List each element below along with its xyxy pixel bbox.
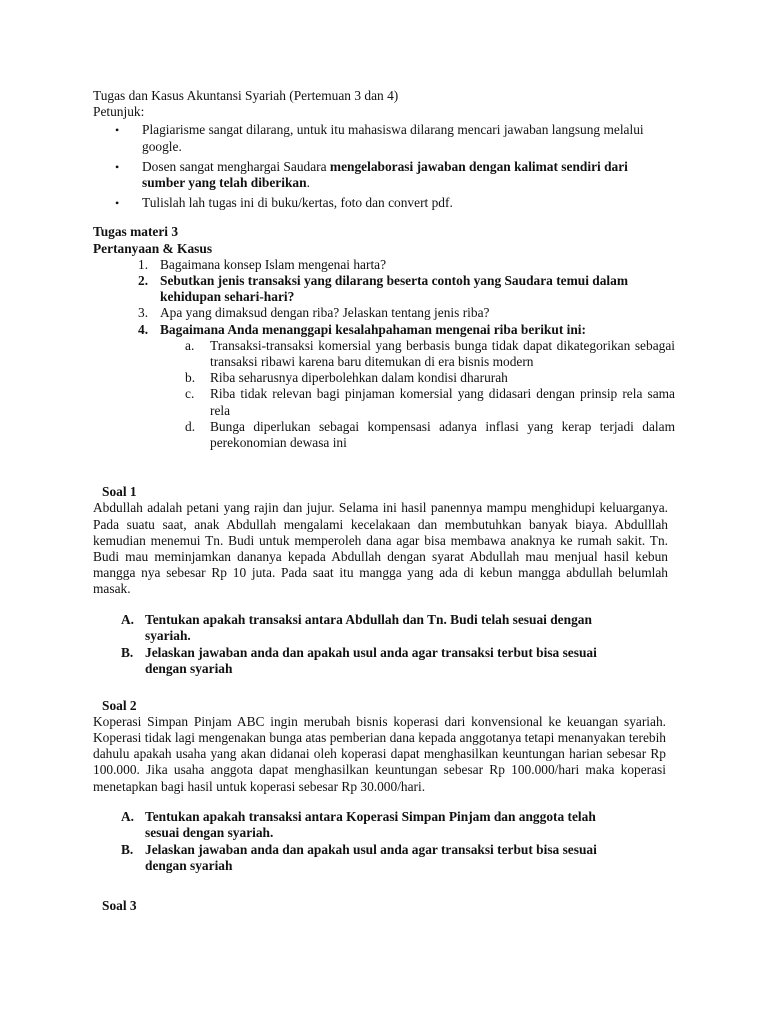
task-text: Jelaskan jawaban anda dan apakah usul anda agar transaksi terbut bisa sesuai dengan syariah — [145, 645, 597, 677]
instruction-list — [93, 122, 678, 211]
question-text: Sebutkan jenis transaksi yang dilarang beserta contoh yang Saudara temui dalam kehidupan sehari-hari? — [160, 273, 628, 305]
soal2-text: Koperasi Simpan Pinjam ABC ingin merubah bisnis koperasi dari konvensional ke keuangan syariah. Koperasi tidak lagi mengenakan bunga atas pemberian dana kepada anggotanya tetapi menanyakan terebih dahulu apakah usaha yang akan didanai oleh koperasi dapat menghasilkan keuntungan harian sebesar Rp 100.000. Jika usaha anggota dapat menghasilkan keuntungan sebesar Rp 100.000/hari maka koperasi menetapkan bagi hasil untuk koperasi sebesar Rp 30.000/hari. — [93, 713, 666, 794]
soal1-text: Abdullah adalah petani yang rajin dan jujur. Selama ini hasil panennya mampu menghidupi keluarganya. Pada suatu saat, anak Abdullah mengalami kecelakaan dan membutuhkan banyak biaya. Abdulllah kemudian menemui Tn. Budi untuk memperoleh dana agar bisa membawa anaknya ke rumah sakit. Tn. Budi mau meminjamkan dananya kepada Abdullah dengan syarat Abdullah mau menjual hasil kebun mangga nya sebesar Rp 10 juta. Pada saat itu mangga yang ada di kebun mangga abdullah belumlah masak. — [93, 500, 668, 597]
task-text: Tentukan apakah transaksi antara Koperasi Simpan Pinjam dan anggota telah sesuai dengan syariah. — [145, 808, 596, 840]
misconception-letter: d. — [185, 418, 196, 434]
misconception-item — [185, 337, 675, 370]
task-letter: B. — [121, 842, 134, 858]
question-item — [138, 321, 675, 452]
task-letter: A. — [121, 808, 135, 824]
materi-title: Tugas materi 3 — [93, 224, 179, 240]
instruction-emphasis: mengelaborasi jawaban dengan kalimat sendiri dari sumber yang telah diberikan — [142, 158, 628, 191]
bullet-icon: • — [115, 196, 120, 211]
question-item — [138, 273, 674, 305]
soal2-task-list — [93, 809, 678, 875]
misconception-text: Riba tidak relevan bagi pinjaman komersial yang didasari dengan prinsip rela sama rela — [210, 386, 675, 418]
misconception-letter: c. — [185, 386, 195, 402]
document-title: Tugas dan Kasus Akuntansi Syariah (Pertemuan 3 dan 4) — [93, 88, 399, 103]
soal1-title: Soal 1 — [102, 484, 137, 500]
soal3-title: Soal 3 — [102, 897, 137, 913]
question-number: 4. — [138, 321, 149, 337]
question-item — [138, 305, 674, 321]
soal1-task — [121, 645, 615, 677]
question-item — [138, 256, 674, 273]
instruction-text: Dosen sangat menghargai Saudara — [142, 158, 330, 174]
misconception-text: Bunga diperlukan sebagai kompensasi adanya inflasi yang kerap terjadi dalam perekonomian dewasa ini — [210, 418, 675, 451]
misconception-text: Riba seharusnya diperbolehkan dalam kondisi dharurah — [210, 370, 508, 386]
materi-subtitle: Pertanyaan & Kasus — [93, 240, 213, 256]
question-list — [93, 257, 678, 451]
task-letter: A. — [121, 611, 135, 627]
instruction-item — [115, 158, 662, 191]
question-number: 3. — [138, 305, 149, 321]
instruction-text: Tulislah lah tugas ini di buku/kertas, foto dan convert pdf. — [142, 195, 453, 211]
soal2-task — [121, 808, 615, 841]
soal1-task — [121, 611, 615, 644]
misconception-letter: b. — [185, 370, 196, 386]
soal1-task-list — [93, 612, 678, 678]
task-text: Jelaskan jawaban anda dan apakah usul anda agar transaksi terbut bisa sesuai dengan syariah — [145, 842, 597, 874]
misconception-list — [160, 338, 674, 451]
misconception-item — [185, 418, 675, 451]
bullet-icon: • — [115, 123, 120, 138]
document-body — [93, 88, 678, 914]
question-number: 2. — [138, 273, 149, 289]
instruction-item — [115, 195, 662, 211]
question-text: Bagaimana konsep Islam mengenai harta? — [160, 256, 387, 272]
soal2-task — [121, 842, 615, 874]
question-number: 1. — [138, 256, 149, 272]
misconception-letter: a. — [185, 337, 195, 353]
question-text: Bagaimana Anda menanggapi kesalahpahaman mengenai riba berikut ini: — [160, 321, 586, 337]
soal2-title: Soal 2 — [102, 697, 137, 713]
petunjuk-label: Petunjuk: — [93, 104, 145, 120]
question-text: Apa yang dimaksud dengan riba? Jelaskan tentang jenis riba? — [160, 305, 490, 321]
instruction-text: Plagiarisme sangat dilarang, untuk itu mahasiswa dilarang mencari jawaban langsung melalui google. — [142, 122, 644, 154]
misconception-text: Transaksi-transaksi komersial yang berbasis bunga tidak dapat dikategorikan sebagai transaksi ribawi karena baru ditemukan di era bisnis modern — [210, 337, 675, 370]
misconception-item — [185, 370, 675, 386]
misconception-item — [185, 386, 675, 418]
bullet-icon: • — [115, 159, 120, 174]
instruction-item — [115, 122, 662, 154]
task-text: Tentukan apakah transaksi antara Abdullah dan Tn. Budi telah sesuai dengan syariah. — [145, 611, 592, 643]
instruction-tail: . — [306, 175, 310, 191]
task-letter: B. — [121, 645, 134, 661]
